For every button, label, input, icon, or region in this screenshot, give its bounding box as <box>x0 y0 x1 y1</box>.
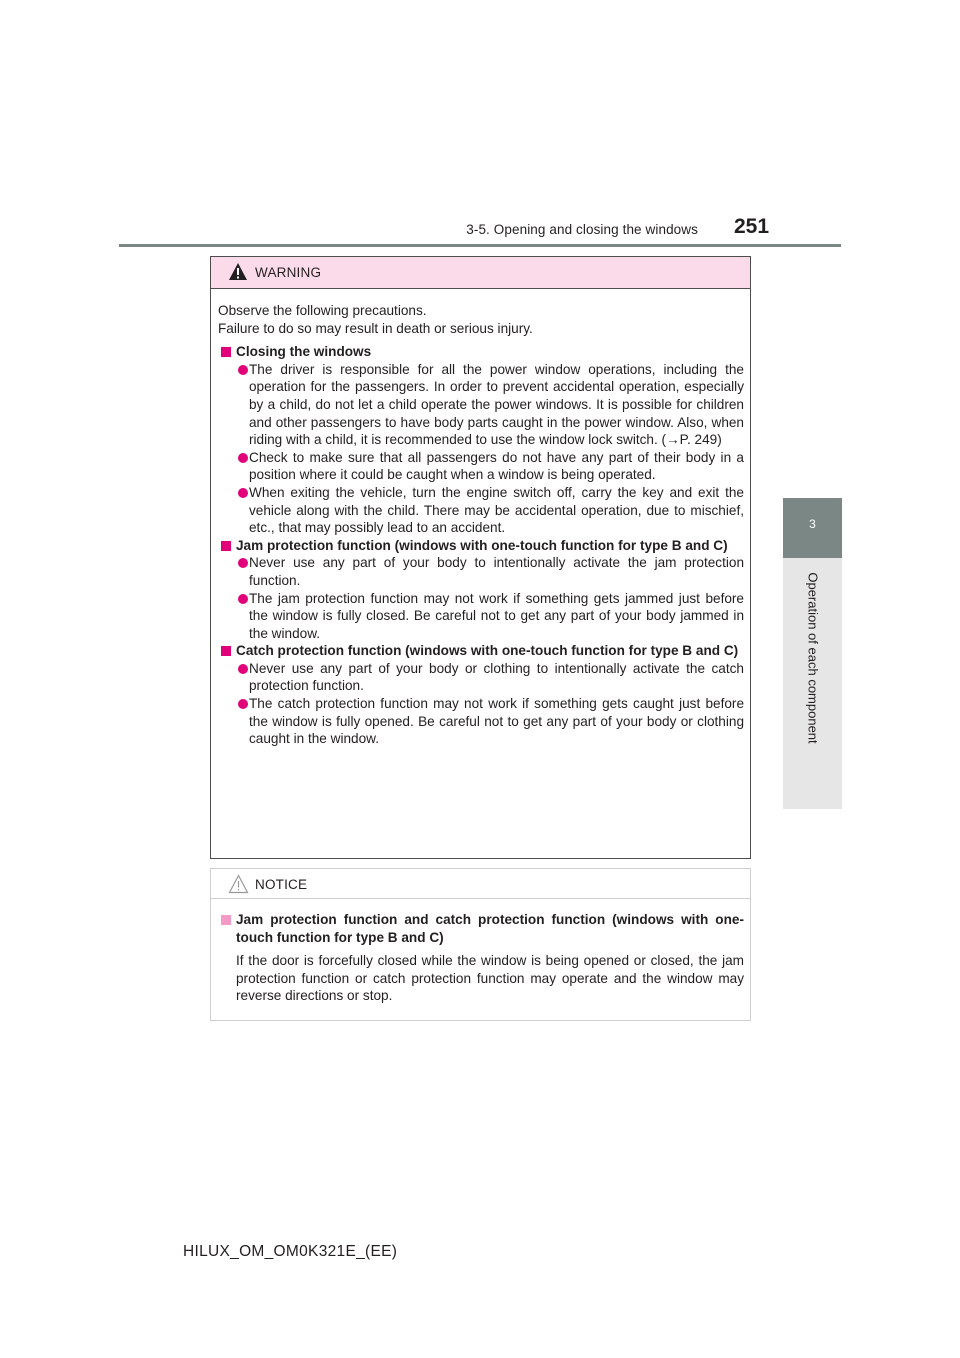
round-bullet-icon <box>238 488 248 498</box>
section-title: 3-5. Opening and closing the windows <box>466 222 698 237</box>
notice-header <box>211 869 750 899</box>
list-item: When exiting the vehicle, turn the engine switch off, carry the key and exit the vehicle along with the child. There may be accidental operation, due to mischief, etc., that may possibly lead to an accident. <box>218 484 744 537</box>
warning-intro <box>218 302 744 337</box>
square-bullet-icon <box>221 347 231 357</box>
round-bullet-icon <box>238 594 248 604</box>
warning-triangle-icon <box>228 262 248 281</box>
round-bullet-icon <box>238 365 248 375</box>
warning-box <box>210 256 751 859</box>
chapter-number: 3 <box>809 517 816 531</box>
chapter-tab <box>783 498 842 558</box>
list-item: The jam protection function may not work if something gets jammed just before the window is fully closed. Be careful not to get any part of your body jammed in the window. <box>218 590 744 643</box>
document-code: HILUX_OM_OM0K321E_(EE) <box>183 1243 398 1260</box>
round-bullet-icon <box>238 664 248 674</box>
warning-title: WARNING <box>255 265 322 280</box>
notice-body <box>211 899 750 1005</box>
square-bullet-icon <box>221 541 231 551</box>
intro-line: Observe the following precautions. <box>218 303 427 318</box>
page-number: 251 <box>734 215 770 238</box>
intro-line: Failure to do so may result in death or serious injury. <box>218 320 533 336</box>
chapter-label: Operation of each component <box>805 572 821 744</box>
warning-body <box>211 289 750 748</box>
caution-outline-icon <box>228 874 249 894</box>
section-heading: Catch protection function (windows with one-touch function for type B and C) <box>218 642 744 660</box>
round-bullet-icon <box>238 699 248 709</box>
section-heading: Jam protection function and catch protection function (windows with one-touch function for type B and C) <box>218 911 744 946</box>
list-item: Never use any part of your body or clothing to intentionally activate the catch protection function. <box>218 660 744 695</box>
round-bullet-icon <box>238 558 248 568</box>
notice-title: NOTICE <box>255 877 308 892</box>
section-heading: Jam protection function (windows with one-touch function for type B and C) <box>218 537 744 555</box>
header-divider <box>119 244 841 247</box>
notice-text: If the door is forcefully closed while the window is being opened or closed, the jam protection function or catch protection function may operate and the window may reverse directions or stop. <box>236 953 744 1004</box>
page-header <box>0 0 960 250</box>
notice-box <box>210 868 751 1021</box>
list-item: Never use any part of your body to intentionally activate the jam protection function. <box>218 554 744 589</box>
square-bullet-icon <box>221 915 231 925</box>
warning-header <box>211 257 750 289</box>
list-item: The catch protection function may not work if something gets caught just before the window is fully opened. Be careful not to get any part of your body or clothing caught in the window. <box>218 695 744 748</box>
square-bullet-icon <box>221 646 231 656</box>
list-item: Check to make sure that all passengers do not have any part of their body in a position where it could be caught when a window is being operated. <box>218 449 744 484</box>
list-item: The driver is responsible for all the power window operations, including the operation for the passengers. In order to prevent accidental operation, especially by a child, do not let a child operate the power windows. It is possible for children and other passengers to have body parts caught in the power window. Also, when riding with a child, it is recommended to use the window lock switch. (→P. 249) <box>218 361 744 449</box>
section-heading: Closing the windows <box>218 343 744 361</box>
round-bullet-icon <box>238 453 248 463</box>
